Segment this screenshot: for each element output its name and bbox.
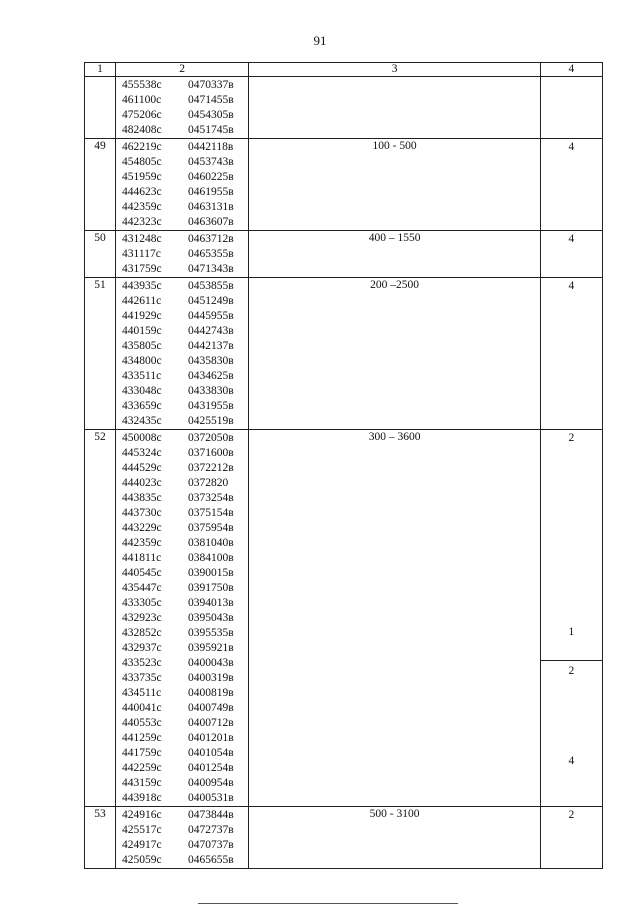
category-cell bbox=[540, 77, 602, 139]
latitude-value: 440159с bbox=[122, 325, 162, 337]
row-number: 52 bbox=[85, 430, 116, 807]
latitude-value: 443730с bbox=[122, 507, 162, 519]
latitude-value: 432852с bbox=[122, 627, 162, 639]
latitude-value: 435447с bbox=[122, 582, 162, 594]
coordinate-pair bbox=[122, 200, 248, 215]
row-number: 53 bbox=[85, 807, 116, 869]
latitude-value: 431117с bbox=[122, 248, 161, 260]
longitude-value: 0453743в bbox=[188, 156, 234, 168]
longitude-value: 0395535в bbox=[188, 627, 234, 639]
longitude-value: 0463712в bbox=[188, 233, 234, 245]
category-value: 4 bbox=[568, 233, 575, 245]
row-number: 49 bbox=[85, 139, 116, 231]
coordinate-pair bbox=[122, 746, 248, 761]
header-col-1: 1 bbox=[85, 63, 116, 77]
coordinate-pair bbox=[122, 294, 248, 309]
latitude-value: 440545с bbox=[122, 567, 162, 579]
table-row bbox=[85, 807, 603, 869]
latitude-value: 461100с bbox=[122, 94, 162, 106]
coordinates-table bbox=[84, 62, 603, 869]
latitude-value: 433523с bbox=[122, 657, 162, 669]
coordinate-pair bbox=[122, 354, 248, 369]
longitude-value: 0434625в bbox=[188, 370, 234, 382]
longitude-value: 0390015в bbox=[188, 567, 234, 579]
latitude-value: 432923с bbox=[122, 612, 162, 624]
longitude-value: 0470337в bbox=[188, 79, 234, 91]
latitude-value: 445324с bbox=[122, 447, 162, 459]
coordinate-pair bbox=[122, 279, 248, 294]
coordinate-pair bbox=[122, 431, 248, 446]
latitude-value: 424917с bbox=[122, 839, 162, 851]
longitude-value: 0372212в bbox=[188, 462, 234, 474]
coordinate-list bbox=[116, 139, 249, 231]
coordinate-pair bbox=[122, 656, 248, 671]
table-row bbox=[85, 430, 603, 807]
latitude-value: 443918с bbox=[122, 792, 162, 804]
latitude-value: 425517с bbox=[122, 824, 162, 836]
coordinate-pair bbox=[122, 309, 248, 324]
coordinate-pair bbox=[122, 551, 248, 566]
longitude-value: 0391750в bbox=[188, 582, 234, 594]
bottom-divider bbox=[198, 903, 458, 904]
longitude-value: 0400531в bbox=[188, 792, 234, 804]
table-header-row bbox=[85, 63, 603, 77]
latitude-value: 454805с bbox=[122, 156, 162, 168]
coordinate-pair bbox=[122, 155, 248, 170]
category-value: 2 bbox=[568, 432, 575, 444]
longitude-value: 0401254в bbox=[188, 762, 234, 774]
longitude-value: 0372050в bbox=[188, 432, 234, 444]
table-body bbox=[85, 77, 603, 869]
longitude-value: 0395043в bbox=[188, 612, 234, 624]
latitude-value: 433048с bbox=[122, 385, 162, 397]
latitude-value: 441259с bbox=[122, 732, 162, 744]
latitude-value: 443229с bbox=[122, 522, 162, 534]
longitude-value: 0425519в bbox=[188, 415, 234, 427]
latitude-value: 424916с bbox=[122, 809, 162, 821]
latitude-value: 443835с bbox=[122, 492, 162, 504]
category-cell bbox=[540, 807, 602, 869]
latitude-value: 443935с bbox=[122, 280, 162, 292]
coordinate-pair bbox=[122, 506, 248, 521]
longitude-value: 0395921в bbox=[188, 642, 234, 654]
longitude-value: 0473844в bbox=[188, 809, 234, 821]
longitude-value: 0431955в bbox=[188, 400, 234, 412]
coordinate-pair bbox=[122, 185, 248, 200]
longitude-value: 0400749в bbox=[188, 702, 234, 714]
latitude-value: 432937с bbox=[122, 642, 162, 654]
latitude-value: 450008с bbox=[122, 432, 162, 444]
coordinate-pair bbox=[122, 399, 248, 414]
coordinate-list bbox=[116, 430, 249, 807]
longitude-value: 0453855в bbox=[188, 280, 234, 292]
depth-range: 200 –2500 bbox=[249, 278, 541, 430]
latitude-value: 425059с bbox=[122, 854, 162, 866]
latitude-value: 442611с bbox=[122, 295, 162, 307]
coordinate-pair bbox=[122, 369, 248, 384]
coordinate-pair bbox=[122, 324, 248, 339]
latitude-value: 433659с bbox=[122, 400, 162, 412]
longitude-value: 0454305в bbox=[188, 109, 234, 121]
longitude-value: 0451745в bbox=[188, 124, 234, 136]
coordinate-pair bbox=[122, 536, 248, 551]
longitude-value: 0445955в bbox=[188, 310, 234, 322]
longitude-value: 0463131в bbox=[188, 201, 234, 213]
latitude-value: 455538с bbox=[122, 79, 162, 91]
longitude-value: 0465655в bbox=[188, 854, 234, 866]
coordinate-pair bbox=[122, 446, 248, 461]
longitude-value: 0463607в bbox=[188, 216, 234, 228]
coordinate-pair bbox=[122, 108, 248, 123]
page-number: 91 bbox=[313, 33, 327, 48]
longitude-value: 0442743в bbox=[188, 325, 234, 337]
coordinate-pair bbox=[122, 247, 248, 262]
latitude-value: 440041с bbox=[122, 702, 162, 714]
coordinate-pair bbox=[122, 78, 248, 93]
coordinate-pair bbox=[122, 776, 248, 791]
category-cell bbox=[540, 139, 602, 231]
longitude-value: 0465355в bbox=[188, 248, 234, 260]
longitude-value: 0381040в bbox=[188, 537, 234, 549]
coordinate-pair bbox=[122, 791, 248, 806]
longitude-value: 0394013в bbox=[188, 597, 234, 609]
latitude-value: 443159с bbox=[122, 777, 162, 789]
longitude-value: 0401201в bbox=[188, 732, 234, 744]
category-value: 4 bbox=[568, 754, 575, 767]
latitude-value: 432435с bbox=[122, 415, 162, 427]
latitude-value: 433305с bbox=[122, 597, 162, 609]
coordinate-pair bbox=[122, 716, 248, 731]
latitude-value: 434800с bbox=[122, 355, 162, 367]
coordinate-pair bbox=[122, 671, 248, 686]
longitude-value: 0371600в bbox=[188, 447, 234, 459]
longitude-value: 0442137в bbox=[188, 340, 234, 352]
coordinate-pair bbox=[122, 731, 248, 746]
header-col-2: 2 bbox=[116, 63, 249, 77]
latitude-value: 482408с bbox=[122, 124, 162, 136]
coordinate-pair bbox=[122, 701, 248, 716]
longitude-value: 0451249в bbox=[188, 295, 234, 307]
coordinate-pair bbox=[122, 761, 248, 776]
table-row bbox=[85, 278, 603, 430]
category-value: 1 bbox=[568, 625, 575, 638]
table-row bbox=[85, 231, 603, 278]
row-number: 50 bbox=[85, 231, 116, 278]
coordinate-pair bbox=[122, 808, 248, 823]
header-col-3: 3 bbox=[249, 63, 541, 77]
coordinate-pair bbox=[122, 641, 248, 656]
coordinate-pair bbox=[122, 823, 248, 838]
coordinate-pair bbox=[122, 414, 248, 429]
category-cell bbox=[540, 430, 602, 807]
category-cell bbox=[540, 278, 602, 430]
longitude-value: 0401054в bbox=[188, 747, 234, 759]
longitude-value: 0471455в bbox=[188, 94, 234, 106]
coordinate-pair bbox=[122, 232, 248, 247]
longitude-value: 0461955в bbox=[188, 186, 234, 198]
category-value: 4 bbox=[568, 141, 575, 153]
depth-range: 300 – 3600 bbox=[249, 430, 541, 807]
latitude-value: 440553с bbox=[122, 717, 162, 729]
longitude-value: 0442118в bbox=[188, 141, 234, 153]
longitude-value: 0433830в bbox=[188, 385, 234, 397]
coordinate-pair bbox=[122, 93, 248, 108]
longitude-value: 0400319в bbox=[188, 672, 234, 684]
latitude-value: 462219с bbox=[122, 141, 162, 153]
longitude-value: 0470737в bbox=[188, 839, 234, 851]
longitude-value: 0373254в bbox=[188, 492, 234, 504]
latitude-value: 441929с bbox=[122, 310, 162, 322]
category-divider bbox=[541, 660, 602, 661]
coordinate-pair bbox=[122, 461, 248, 476]
latitude-value: 444023с bbox=[122, 477, 162, 489]
longitude-value: 0375954в bbox=[188, 522, 234, 534]
row-number bbox=[85, 77, 116, 139]
coordinate-pair bbox=[122, 215, 248, 230]
coordinate-pair bbox=[122, 596, 248, 611]
longitude-value: 0471343в bbox=[188, 263, 234, 275]
category-value: 2 bbox=[568, 665, 575, 678]
coordinate-pair bbox=[122, 521, 248, 536]
coordinate-pair bbox=[122, 626, 248, 641]
longitude-value: 0372820 bbox=[188, 477, 229, 489]
coordinate-pair bbox=[122, 853, 248, 868]
coordinate-list bbox=[116, 231, 249, 278]
depth-range bbox=[249, 77, 541, 139]
latitude-value: 451959с bbox=[122, 171, 162, 183]
coordinate-pair bbox=[122, 581, 248, 596]
longitude-value: 0375154в bbox=[188, 507, 234, 519]
coordinate-pair bbox=[122, 838, 248, 853]
coordinate-pair bbox=[122, 339, 248, 354]
table-row bbox=[85, 77, 603, 139]
longitude-value: 0472737в bbox=[188, 824, 234, 836]
latitude-value: 444623с bbox=[122, 186, 162, 198]
depth-range: 400 – 1550 bbox=[249, 231, 541, 278]
coordinate-list bbox=[116, 807, 249, 869]
coordinate-pair bbox=[122, 384, 248, 399]
coordinate-pair bbox=[122, 611, 248, 626]
coordinate-pair bbox=[122, 140, 248, 155]
longitude-value: 0400954в bbox=[188, 777, 234, 789]
latitude-value: 442323с bbox=[122, 216, 162, 228]
latitude-value: 433735с bbox=[122, 672, 162, 684]
latitude-value: 433511с bbox=[122, 370, 162, 382]
longitude-value: 0460225в bbox=[188, 171, 234, 183]
coordinate-pair bbox=[122, 686, 248, 701]
latitude-value: 475206с bbox=[122, 109, 162, 121]
latitude-value: 441759с bbox=[122, 747, 162, 759]
coordinate-pair bbox=[122, 262, 248, 277]
coordinate-list bbox=[116, 77, 249, 139]
coordinate-list bbox=[116, 278, 249, 430]
category-value: 2 bbox=[568, 809, 575, 821]
coordinate-pair bbox=[122, 491, 248, 506]
latitude-value: 442359с bbox=[122, 201, 162, 213]
longitude-value: 0400819в bbox=[188, 687, 234, 699]
longitude-value: 0400043в bbox=[188, 657, 234, 669]
coordinate-pair bbox=[122, 123, 248, 138]
latitude-value: 442359с bbox=[122, 537, 162, 549]
table-row bbox=[85, 139, 603, 231]
latitude-value: 431759с bbox=[122, 263, 162, 275]
coordinate-pair bbox=[122, 170, 248, 185]
category-value: 4 bbox=[568, 280, 575, 292]
latitude-value: 431248с bbox=[122, 233, 162, 245]
row-number: 51 bbox=[85, 278, 116, 430]
latitude-value: 434511с bbox=[122, 687, 162, 699]
coordinate-pair bbox=[122, 476, 248, 491]
longitude-value: 0435830в bbox=[188, 355, 234, 367]
longitude-value: 0400712в bbox=[188, 717, 234, 729]
category-cell bbox=[540, 231, 602, 278]
latitude-value: 442259с bbox=[122, 762, 162, 774]
latitude-value: 444529с bbox=[122, 462, 162, 474]
depth-range: 100 - 500 bbox=[249, 139, 541, 231]
depth-range: 500 - 3100 bbox=[249, 807, 541, 869]
header-col-4: 4 bbox=[540, 63, 602, 77]
latitude-value: 435805с bbox=[122, 340, 162, 352]
coordinate-pair bbox=[122, 566, 248, 581]
latitude-value: 441811с bbox=[122, 552, 162, 564]
longitude-value: 0384100в bbox=[188, 552, 234, 564]
